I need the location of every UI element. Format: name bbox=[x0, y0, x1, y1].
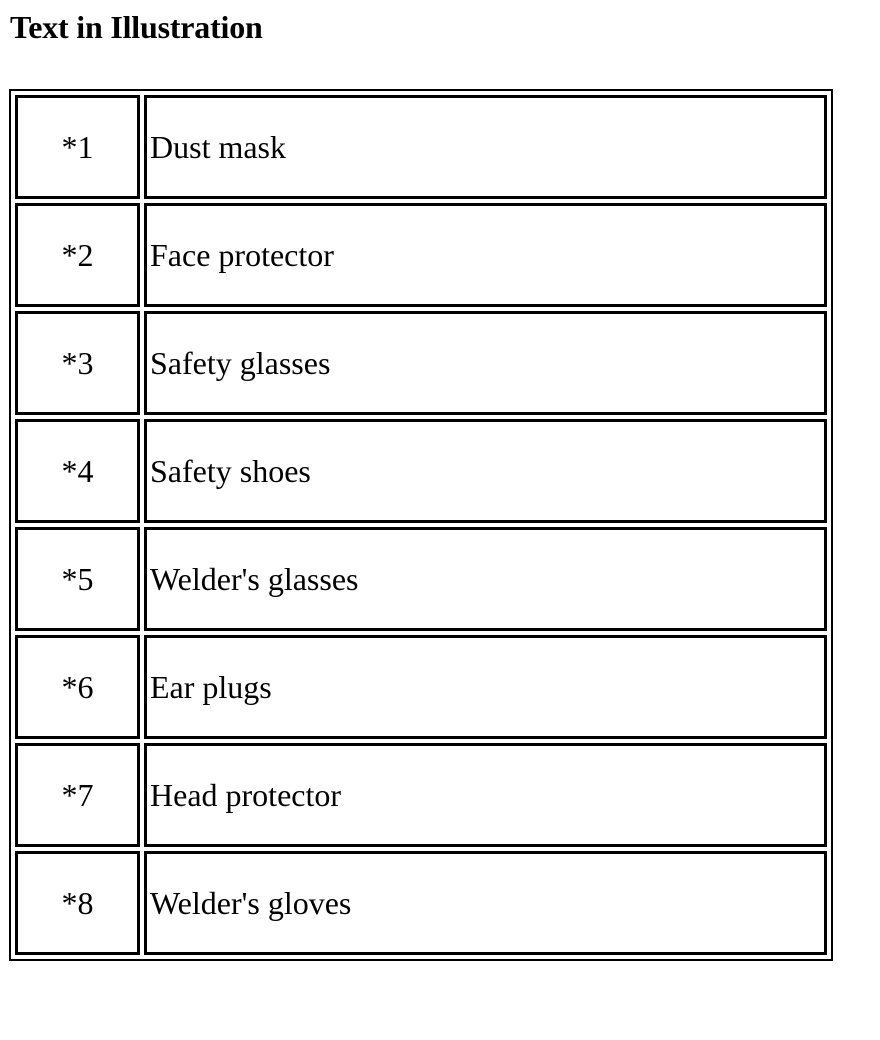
legend-table bbox=[9, 89, 833, 961]
table-row bbox=[15, 527, 827, 631]
table-row bbox=[15, 635, 827, 739]
item-label: Welder's glasses bbox=[144, 527, 827, 631]
item-label: Face protector bbox=[144, 203, 827, 307]
table-row bbox=[15, 95, 827, 199]
item-label: Head protector bbox=[144, 743, 827, 847]
table-row bbox=[15, 743, 827, 847]
table-row bbox=[15, 203, 827, 307]
item-label: Welder's gloves bbox=[144, 851, 827, 955]
item-label: Dust mask bbox=[144, 95, 827, 199]
item-label: Ear plugs bbox=[144, 635, 827, 739]
item-number: *2 bbox=[15, 203, 140, 307]
item-number: *6 bbox=[15, 635, 140, 739]
item-number: *4 bbox=[15, 419, 140, 523]
page-title: Text in Illustration bbox=[10, 9, 263, 45]
table-row bbox=[15, 419, 827, 523]
table-row bbox=[15, 311, 827, 415]
table-row bbox=[15, 851, 827, 955]
item-number: *3 bbox=[15, 311, 140, 415]
item-number: *7 bbox=[15, 743, 140, 847]
item-number: *1 bbox=[15, 95, 140, 199]
item-label: Safety glasses bbox=[144, 311, 827, 415]
item-number: *8 bbox=[15, 851, 140, 955]
item-label: Safety shoes bbox=[144, 419, 827, 523]
item-number: *5 bbox=[15, 527, 140, 631]
